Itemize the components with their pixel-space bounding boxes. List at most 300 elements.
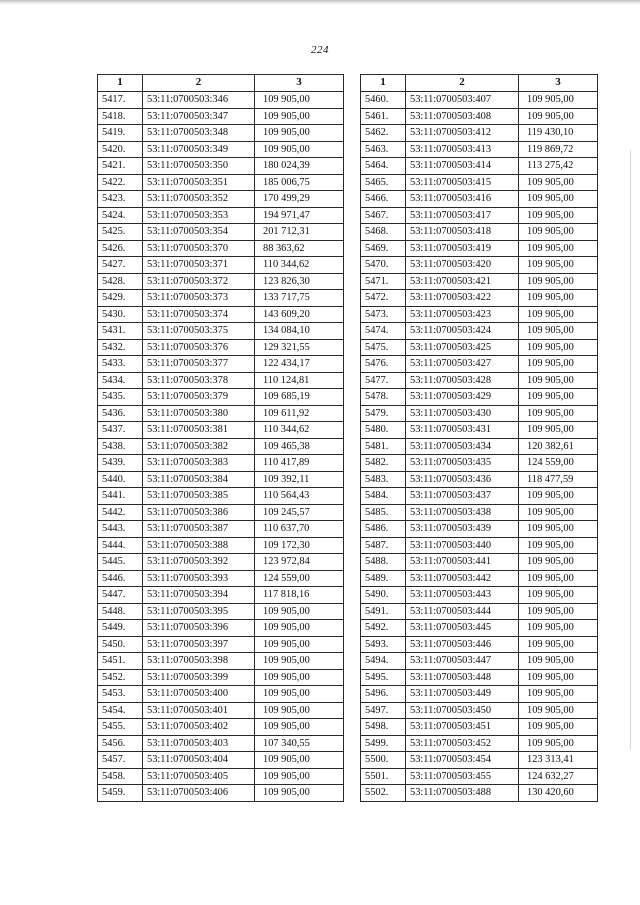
cadastral-value: 109 905,00 [519,702,598,719]
cadastral-value: 109 905,00 [519,191,598,208]
table-row [98,471,344,488]
cadastral-value: 109 905,00 [255,702,344,719]
row-number: 5463. [361,141,406,158]
cadastral-number: 53:11:0700503:376 [143,339,255,356]
cadastral-value: 109 905,00 [519,620,598,637]
cadastral-number: 53:11:0700503:394 [143,587,255,604]
table-row [98,669,344,686]
cadastral-value: 109 905,00 [519,636,598,653]
cadastral-number: 53:11:0700503:403 [143,735,255,752]
row-number: 5438. [98,438,143,455]
cadastral-number: 53:11:0700503:448 [406,669,519,686]
cadastral-number: 53:11:0700503:354 [143,224,255,241]
cadastral-number: 53:11:0700503:405 [143,768,255,785]
cadastral-value: 170 499,29 [255,191,344,208]
cadastral-value: 133 717,75 [255,290,344,307]
cadastral-number: 53:11:0700503:407 [406,92,519,109]
cadastral-number: 53:11:0700503:400 [143,686,255,703]
table-row [361,257,598,274]
row-number: 5456. [98,735,143,752]
table-row [98,273,344,290]
cadastral-value: 110 344,62 [255,422,344,439]
cadastral-number: 53:11:0700503:385 [143,488,255,505]
cadastral-number: 53:11:0700503:370 [143,240,255,257]
cadastral-number: 53:11:0700503:439 [406,521,519,538]
scan-edge-top [0,0,640,5]
row-number: 5448. [98,603,143,620]
row-number: 5460. [361,92,406,109]
cadastral-number: 53:11:0700503:412 [406,125,519,142]
row-number: 5437. [98,422,143,439]
cadastral-value: 124 632,27 [519,768,598,785]
cadastral-value: 120 382,61 [519,438,598,455]
row-number: 5468. [361,224,406,241]
cadastral-value: 109 905,00 [519,653,598,670]
row-number: 5479. [361,405,406,422]
table-row [361,768,598,785]
cadastral-number: 53:11:0700503:424 [406,323,519,340]
row-number: 5498. [361,719,406,736]
cadastral-value: 180 024,39 [255,158,344,175]
cadastral-value: 109 905,00 [255,603,344,620]
cadastral-value: 110 637,70 [255,521,344,538]
cadastral-number: 53:11:0700503:414 [406,158,519,175]
table-row [361,653,598,670]
cadastral-value: 109 905,00 [255,92,344,109]
table-row [361,323,598,340]
table-row [98,438,344,455]
table-row [361,372,598,389]
cadastral-value: 109 465,38 [255,438,344,455]
cadastral-value: 110 124,81 [255,372,344,389]
cadastral-value: 194 971,47 [255,207,344,224]
table-row [361,785,598,802]
cadastral-number: 53:11:0700503:435 [406,455,519,472]
cadastral-value: 123 313,41 [519,752,598,769]
row-number: 5445. [98,554,143,571]
row-number: 5441. [98,488,143,505]
cadastral-value: 109 905,00 [519,554,598,571]
table-body-left [98,92,344,802]
table-row [98,372,344,389]
cadastral-number: 53:11:0700503:381 [143,422,255,439]
table-row [361,207,598,224]
row-number: 5499. [361,735,406,752]
table-row [98,125,344,142]
cadastral-value: 109 905,00 [255,752,344,769]
cadastral-value: 123 972,84 [255,554,344,571]
row-number: 5440. [98,471,143,488]
row-number: 5421. [98,158,143,175]
cadastral-value: 110 344,62 [255,257,344,274]
cadastral-number: 53:11:0700503:413 [406,141,519,158]
cadastral-value: 129 321,55 [255,339,344,356]
table-row [361,405,598,422]
cadastral-value: 118 477,59 [519,471,598,488]
row-number: 5464. [361,158,406,175]
row-number: 5444. [98,537,143,554]
cadastral-number: 53:11:0700503:350 [143,158,255,175]
cadastral-number: 53:11:0700503:442 [406,570,519,587]
row-number: 5442. [98,504,143,521]
row-number: 5453. [98,686,143,703]
cadastral-value: 109 905,00 [255,669,344,686]
cadastral-number: 53:11:0700503:415 [406,174,519,191]
row-number: 5492. [361,620,406,637]
table-row [98,290,344,307]
row-number: 5429. [98,290,143,307]
cadastral-value: 109 905,00 [519,207,598,224]
cadastral-number: 53:11:0700503:372 [143,273,255,290]
row-number: 5461. [361,108,406,125]
table-row [98,554,344,571]
row-number: 5451. [98,653,143,670]
table-row [98,108,344,125]
table-row [361,273,598,290]
table-row [361,471,598,488]
cadastral-value: 109 905,00 [519,224,598,241]
row-number: 5435. [98,389,143,406]
table-row [98,306,344,323]
cadastral-value: 119 430,10 [519,125,598,142]
table-row [361,438,598,455]
cadastral-value: 109 905,00 [519,537,598,554]
row-number: 5431. [98,323,143,340]
table-row [361,92,598,109]
cadastral-value: 110 564,43 [255,488,344,505]
cadastral-value: 109 905,00 [519,240,598,257]
table-row [98,603,344,620]
cadastral-number: 53:11:0700503:377 [143,356,255,373]
cadastral-number: 53:11:0700503:371 [143,257,255,274]
table-row [361,389,598,406]
cadastral-number: 53:11:0700503:401 [143,702,255,719]
table-row [361,240,598,257]
cadastral-value: 134 084,10 [255,323,344,340]
row-number: 5473. [361,306,406,323]
cadastral-value: 109 905,00 [255,686,344,703]
row-number: 5493. [361,636,406,653]
scan-edge-right [630,150,631,750]
cadastral-number: 53:11:0700503:449 [406,686,519,703]
cadastral-number: 53:11:0700503:382 [143,438,255,455]
column-header-number: 1 [98,75,143,92]
table-row [98,570,344,587]
cadastral-number: 53:11:0700503:441 [406,554,519,571]
table-row [361,570,598,587]
cadastral-number: 53:11:0700503:455 [406,768,519,785]
table-row [98,719,344,736]
table-row [361,587,598,604]
table-row [361,669,598,686]
row-number: 5475. [361,339,406,356]
row-number: 5426. [98,240,143,257]
cadastral-value: 109 905,00 [519,603,598,620]
register-table-right [360,74,598,802]
cadastral-value: 109 905,00 [519,686,598,703]
table-row [361,224,598,241]
cadastral-value: 117 818,16 [255,587,344,604]
cadastral-number: 53:11:0700503:429 [406,389,519,406]
row-number: 5432. [98,339,143,356]
row-number: 5446. [98,570,143,587]
cadastral-value: 185 006,75 [255,174,344,191]
table-row [98,174,344,191]
cadastral-value: 109 905,00 [519,669,598,686]
cadastral-value: 130 420,60 [519,785,598,802]
cadastral-number: 53:11:0700503:417 [406,207,519,224]
table-row [361,158,598,175]
row-number: 5427. [98,257,143,274]
table-row [98,768,344,785]
row-number: 5459. [98,785,143,802]
table-row [98,389,344,406]
cadastral-number: 53:11:0700503:351 [143,174,255,191]
cadastral-value: 109 905,00 [255,719,344,736]
row-number: 5465. [361,174,406,191]
column-header-cadastral: 2 [406,75,519,92]
row-number: 5471. [361,273,406,290]
column-header-value: 3 [255,75,344,92]
cadastral-number: 53:11:0700503:438 [406,504,519,521]
row-number: 5449. [98,620,143,637]
cadastral-number: 53:11:0700503:380 [143,405,255,422]
cadastral-value: 124 559,00 [519,455,598,472]
cadastral-number: 53:11:0700503:434 [406,438,519,455]
row-number: 5481. [361,438,406,455]
row-number: 5476. [361,356,406,373]
row-number: 5474. [361,323,406,340]
row-number: 5423. [98,191,143,208]
cadastral-value: 109 245,57 [255,504,344,521]
cadastral-value: 109 905,00 [255,768,344,785]
cadastral-value: 122 434,17 [255,356,344,373]
cadastral-number: 53:11:0700503:430 [406,405,519,422]
table-row [361,488,598,505]
cadastral-value: 109 905,00 [519,587,598,604]
table-row [98,504,344,521]
table-row [98,537,344,554]
cadastral-number: 53:11:0700503:450 [406,702,519,719]
cadastral-number: 53:11:0700503:488 [406,785,519,802]
row-number: 5450. [98,636,143,653]
table-body-right [361,92,598,802]
table-row [98,636,344,653]
table-row [98,785,344,802]
table-row [361,108,598,125]
cadastral-value: 109 905,00 [519,306,598,323]
cadastral-number: 53:11:0700503:348 [143,125,255,142]
table-row [98,405,344,422]
cadastral-value: 109 905,00 [519,405,598,422]
table-row [361,735,598,752]
row-number: 5478. [361,389,406,406]
table-row [98,92,344,109]
row-number: 5490. [361,587,406,604]
cadastral-value: 109 905,00 [255,653,344,670]
row-number: 5425. [98,224,143,241]
table-row [361,356,598,373]
table-row [361,603,598,620]
cadastral-number: 53:11:0700503:384 [143,471,255,488]
cadastral-value: 109 905,00 [519,488,598,505]
cadastral-value: 107 340,55 [255,735,344,752]
cadastral-number: 53:11:0700503:440 [406,537,519,554]
page-number: 224 [311,44,329,56]
cadastral-value: 109 905,00 [519,356,598,373]
cadastral-number: 53:11:0700503:406 [143,785,255,802]
cadastral-number: 53:11:0700503:347 [143,108,255,125]
row-number: 5484. [361,488,406,505]
table-row [361,636,598,653]
cadastral-number: 53:11:0700503:398 [143,653,255,670]
row-number: 5485. [361,504,406,521]
cadastral-number: 53:11:0700503:374 [143,306,255,323]
table-row [98,191,344,208]
table-row [98,323,344,340]
cadastral-number: 53:11:0700503:395 [143,603,255,620]
table-row [98,422,344,439]
cadastral-number: 53:11:0700503:388 [143,537,255,554]
table-row [361,620,598,637]
row-number: 5430. [98,306,143,323]
row-number: 5466. [361,191,406,208]
row-number: 5424. [98,207,143,224]
cadastral-number: 53:11:0700503:451 [406,719,519,736]
table-row [98,141,344,158]
table-row [361,306,598,323]
cadastral-number: 53:11:0700503:422 [406,290,519,307]
row-number: 5418. [98,108,143,125]
cadastral-value: 109 905,00 [255,125,344,142]
column-header-number: 1 [361,75,406,92]
table-header-row [98,75,344,92]
table-row [361,290,598,307]
row-number: 5458. [98,768,143,785]
table-row [98,521,344,538]
cadastral-number: 53:11:0700503:454 [406,752,519,769]
cadastral-value: 201 712,31 [255,224,344,241]
table-row [98,257,344,274]
cadastral-value: 88 363,62 [255,240,344,257]
table-row [98,339,344,356]
cadastral-number: 53:11:0700503:443 [406,587,519,604]
table-row [361,719,598,736]
table-row [98,158,344,175]
cadastral-value: 109 611,92 [255,405,344,422]
row-number: 5462. [361,125,406,142]
cadastral-value: 109 392,11 [255,471,344,488]
cadastral-value: 109 905,00 [519,174,598,191]
cadastral-number: 53:11:0700503:397 [143,636,255,653]
table-row [98,620,344,637]
cadastral-number: 53:11:0700503:427 [406,356,519,373]
table-row [361,174,598,191]
row-number: 5434. [98,372,143,389]
column-header-cadastral: 2 [143,75,255,92]
cadastral-number: 53:11:0700503:452 [406,735,519,752]
cadastral-number: 53:11:0700503:419 [406,240,519,257]
cadastral-value: 109 685,19 [255,389,344,406]
table-row [98,686,344,703]
table-row [98,455,344,472]
table-row [361,125,598,142]
row-number: 5428. [98,273,143,290]
cadastral-number: 53:11:0700503:392 [143,554,255,571]
row-number: 5477. [361,372,406,389]
cadastral-number: 53:11:0700503:444 [406,603,519,620]
table-row [98,653,344,670]
cadastral-number: 53:11:0700503:447 [406,653,519,670]
cadastral-value: 123 826,30 [255,273,344,290]
row-number: 5502. [361,785,406,802]
row-number: 5439. [98,455,143,472]
table-row [361,422,598,439]
cadastral-number: 53:11:0700503:421 [406,273,519,290]
cadastral-value: 109 905,00 [519,719,598,736]
cadastral-number: 53:11:0700503:428 [406,372,519,389]
row-number: 5443. [98,521,143,538]
cadastral-number: 53:11:0700503:420 [406,257,519,274]
cadastral-value: 109 905,00 [519,372,598,389]
row-number: 5452. [98,669,143,686]
cadastral-number: 53:11:0700503:352 [143,191,255,208]
cadastral-value: 143 609,20 [255,306,344,323]
table-row [98,488,344,505]
row-number: 5472. [361,290,406,307]
table-row [98,224,344,241]
table-row [98,702,344,719]
cadastral-value: 109 905,00 [519,389,598,406]
cadastral-value: 109 905,00 [519,521,598,538]
cadastral-value: 109 905,00 [255,620,344,637]
cadastral-number: 53:11:0700503:445 [406,620,519,637]
cadastral-value: 109 905,00 [255,785,344,802]
cadastral-number: 53:11:0700503:379 [143,389,255,406]
row-number: 5447. [98,587,143,604]
row-number: 5422. [98,174,143,191]
row-number: 5467. [361,207,406,224]
cadastral-number: 53:11:0700503:373 [143,290,255,307]
row-number: 5491. [361,603,406,620]
table-row [361,339,598,356]
cadastral-number: 53:11:0700503:387 [143,521,255,538]
cadastral-value: 109 905,00 [519,504,598,521]
cadastral-number: 53:11:0700503:399 [143,669,255,686]
cadastral-value: 110 417,89 [255,455,344,472]
cadastral-number: 53:11:0700503:423 [406,306,519,323]
cadastral-value: 109 905,00 [519,273,598,290]
row-number: 5496. [361,686,406,703]
row-number: 5469. [361,240,406,257]
row-number: 5500. [361,752,406,769]
cadastral-value: 109 905,00 [255,636,344,653]
row-number: 5436. [98,405,143,422]
row-number: 5494. [361,653,406,670]
cadastral-value: 109 905,00 [519,422,598,439]
table-row [98,735,344,752]
table-row [361,141,598,158]
cadastral-number: 53:11:0700503:446 [406,636,519,653]
row-number: 5487. [361,537,406,554]
cadastral-value: 109 905,00 [519,570,598,587]
row-number: 5482. [361,455,406,472]
cadastral-value: 109 905,00 [255,141,344,158]
table-row [98,587,344,604]
cadastral-number: 53:11:0700503:383 [143,455,255,472]
cadastral-number: 53:11:0700503:436 [406,471,519,488]
table-row [361,702,598,719]
